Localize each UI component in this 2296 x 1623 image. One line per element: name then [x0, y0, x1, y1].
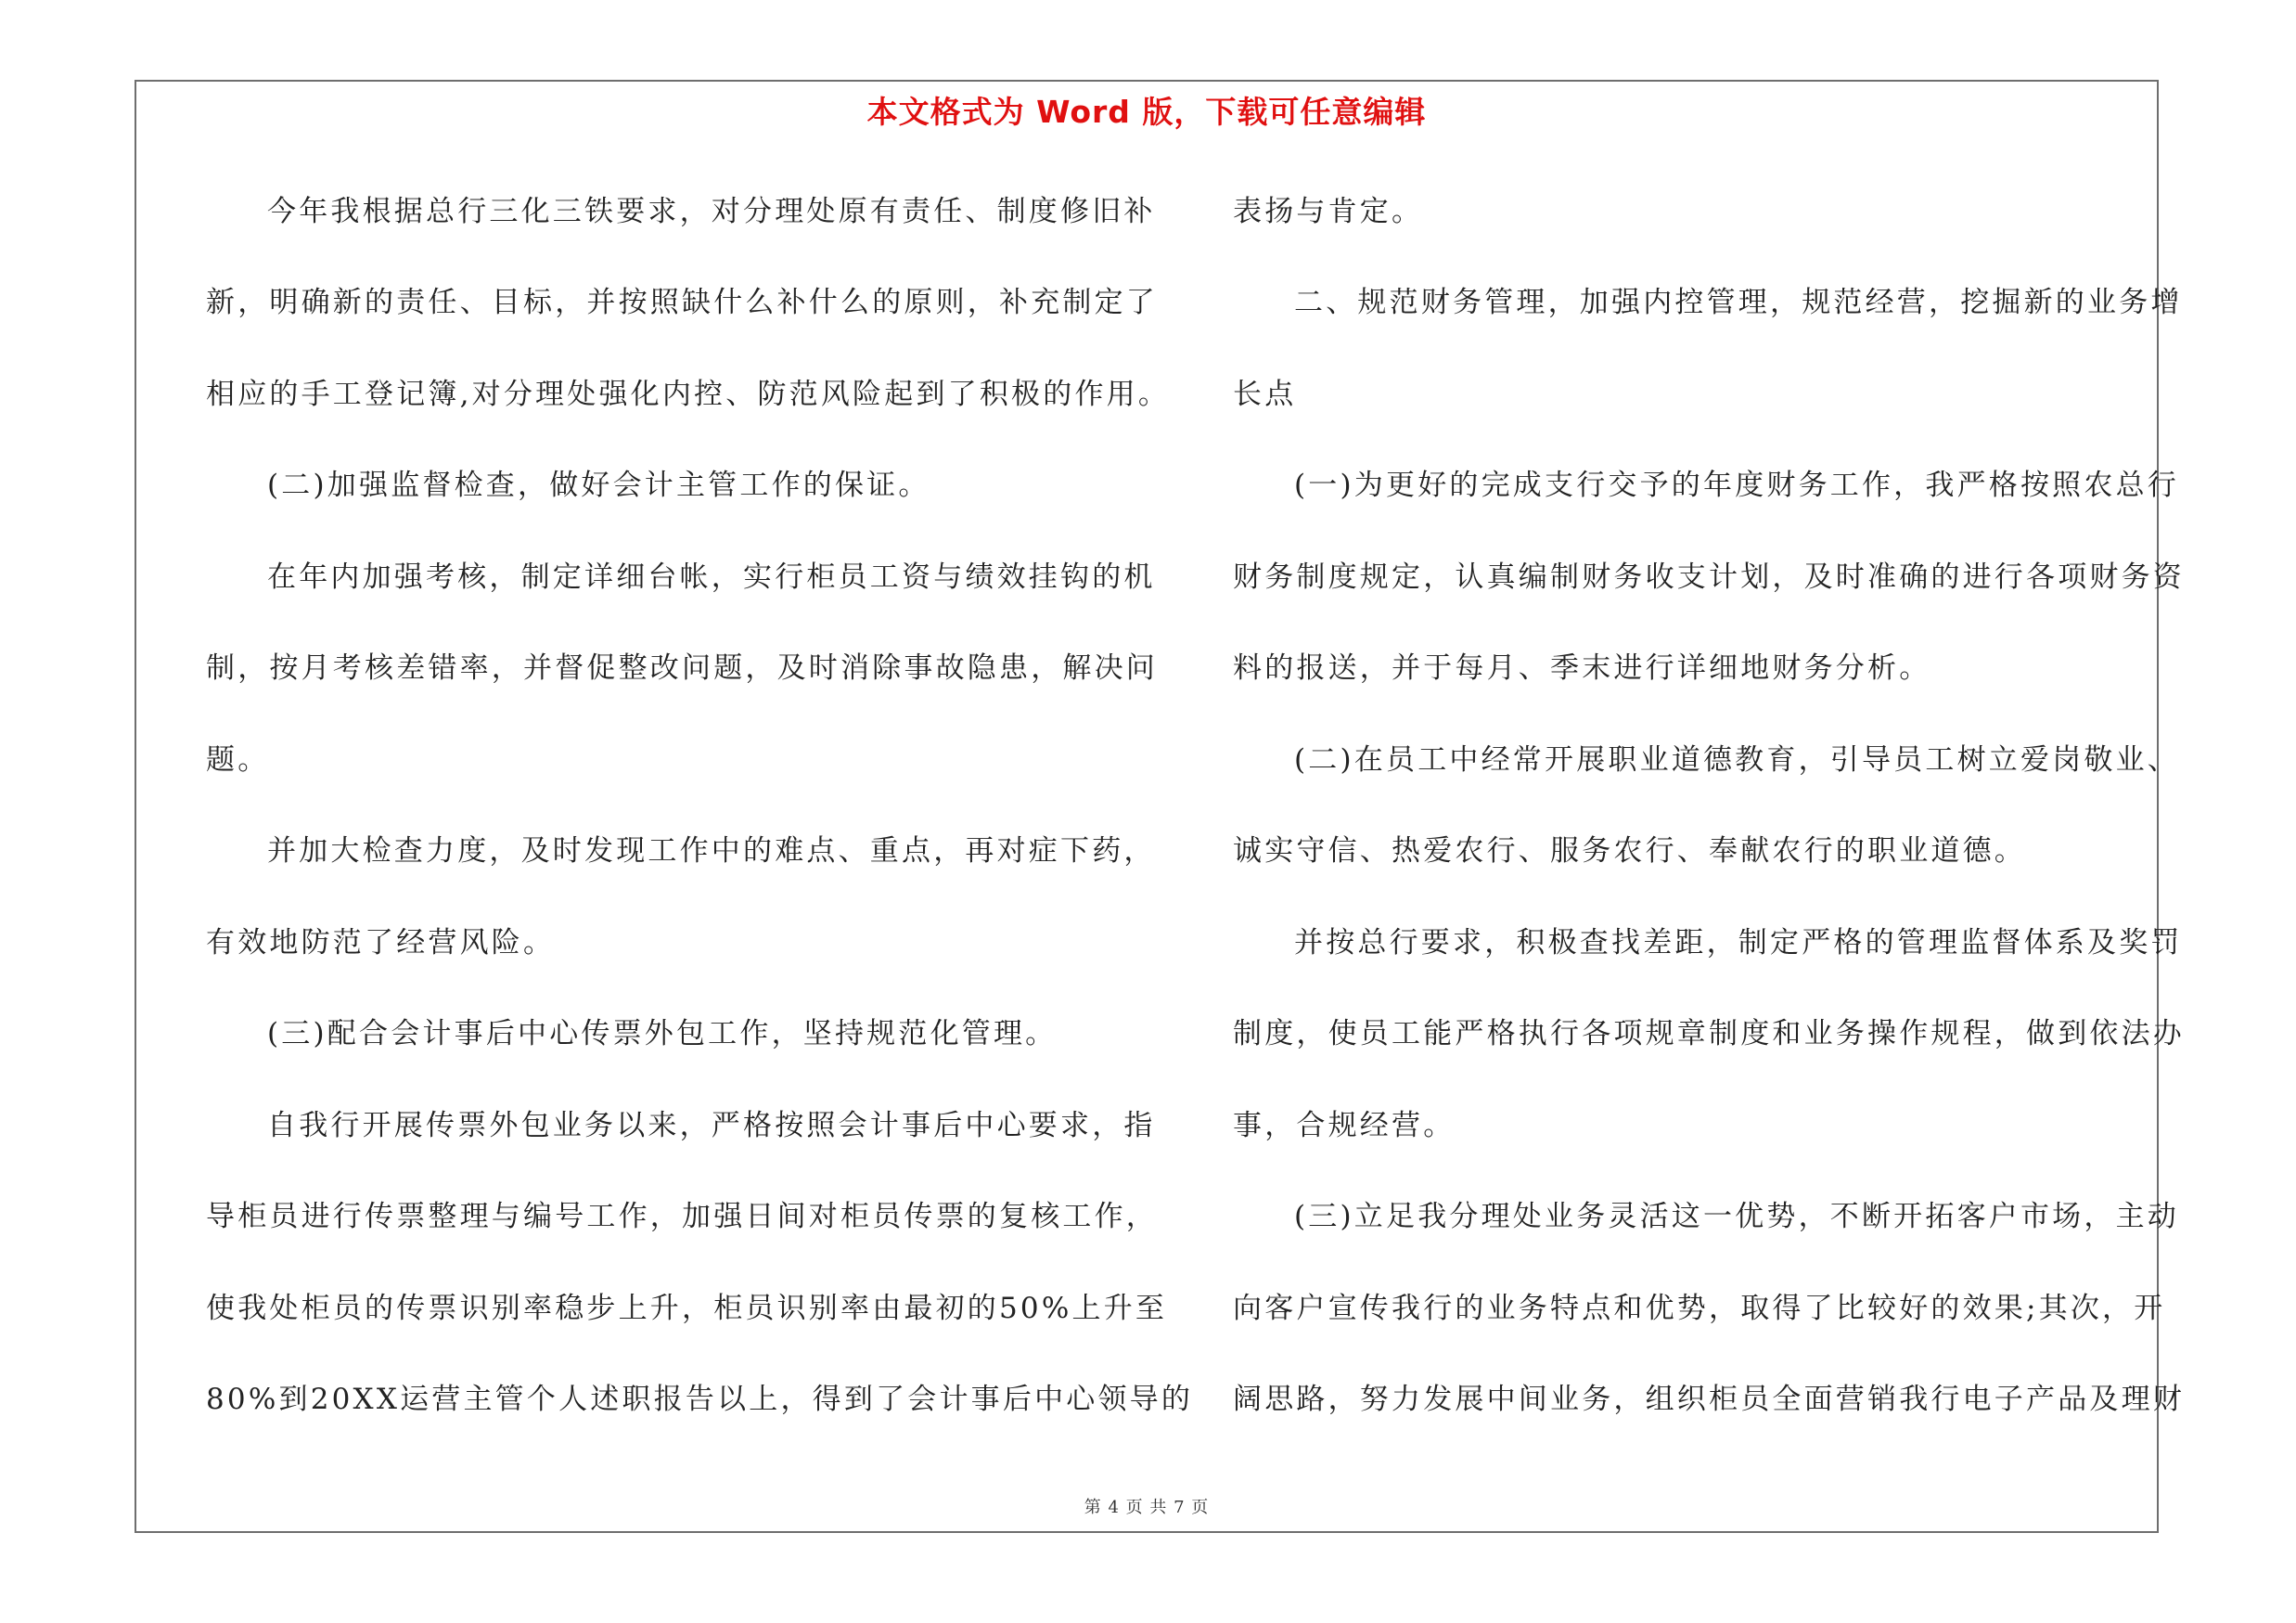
text-line: 阔思路，努力发展中间业务，组织柜员全面营销我行电子产品及理财 — [1233, 1383, 2185, 1416]
text-line: 表扬与肯定。 — [1233, 195, 1424, 228]
text-line: 料的报送，并于每月、季末进行详细地财务分析。 — [1233, 651, 1931, 685]
text-line: 制度，使员工能严格执行各项规章制度和业务操作规程，做到依法办 — [1233, 1017, 2185, 1050]
text-line: 财务制度规定，认真编制财务收支计划，及时准确的进行各项财务资 — [1233, 560, 2185, 594]
text-line: 长点 — [1233, 378, 1297, 411]
text-line: 题。 — [206, 743, 270, 777]
section-heading: 二、规范财务管理，加强内控管理，规范经营，挖掘新的业务增 — [1294, 286, 2183, 319]
text-line: 制，按月考核差错率，并督促整改问题，及时消除事故隐患，解决问 — [206, 651, 1158, 685]
text-line: 自我行开展传票外包业务以来，严格按照会计事后中心要求，指 — [267, 1109, 1156, 1142]
text-line: 并加大检查力度，及时发现工作中的难点、重点，再对症下药， — [267, 834, 1156, 868]
text-line: (二)在员工中经常开展职业道德教育，引导员工树立爱岗敬业、 — [1294, 743, 2179, 777]
text-line: (三)立足我分理处业务灵活这一优势，不断开拓客户市场，主动 — [1294, 1200, 2179, 1233]
text-line: 并按总行要求，积极查找差距，制定严格的管理监督体系及奖罚 — [1294, 926, 2183, 960]
page-number: 第 4 页 共 7 页 — [1084, 1498, 1210, 1517]
text-line: 80%到20XX运营主管个人述职报告以上，得到了会计事后中心领导的 — [206, 1383, 1194, 1416]
text-line: 今年我根据总行三化三铁要求，对分理处原有责任、制度修旧补 — [267, 195, 1156, 228]
text-line: (一)为更好的完成支行交予的年度财务工作，我严格按照农总行 — [1294, 469, 2179, 502]
text-line: 相应的手工登记簿,对分理处强化内控、防范风险起到了积极的作用。 — [206, 378, 1171, 411]
page-frame — [135, 80, 2185, 1533]
text-line: 诚实守信、热爱农行、服务农行、奉献农行的职业道德。 — [1233, 834, 2026, 868]
text-line: 导柜员进行传票整理与编号工作，加强日间对柜员传票的复核工作， — [206, 1200, 1158, 1233]
text-line: 有效地防范了经营风险。 — [206, 926, 556, 960]
text-line: 新，明确新的责任、目标，并按照缺什么补什么的原则，补充制定了 — [206, 286, 1158, 319]
word-format-banner: 本文格式为 Word 版，下载可任意编辑 — [866, 94, 1427, 130]
text-line: 向客户宣传我行的业务特点和优势，取得了比较好的效果;其次，开 — [1233, 1292, 2166, 1325]
text-line: 在年内加强考核，制定详细台帐，实行柜员工资与绩效挂钩的机 — [267, 560, 1156, 594]
text-line: 使我处柜员的传票识别率稳步上升，柜员识别率由最初的50%上升至 — [206, 1292, 1168, 1325]
section-heading: (三)配合会计事后中心传票外包工作，坚持规范化管理。 — [267, 1017, 1058, 1050]
section-heading: (二)加强监督检查，做好会计主管工作的保证。 — [267, 469, 930, 502]
text-line: 事，合规经营。 — [1233, 1109, 1456, 1142]
